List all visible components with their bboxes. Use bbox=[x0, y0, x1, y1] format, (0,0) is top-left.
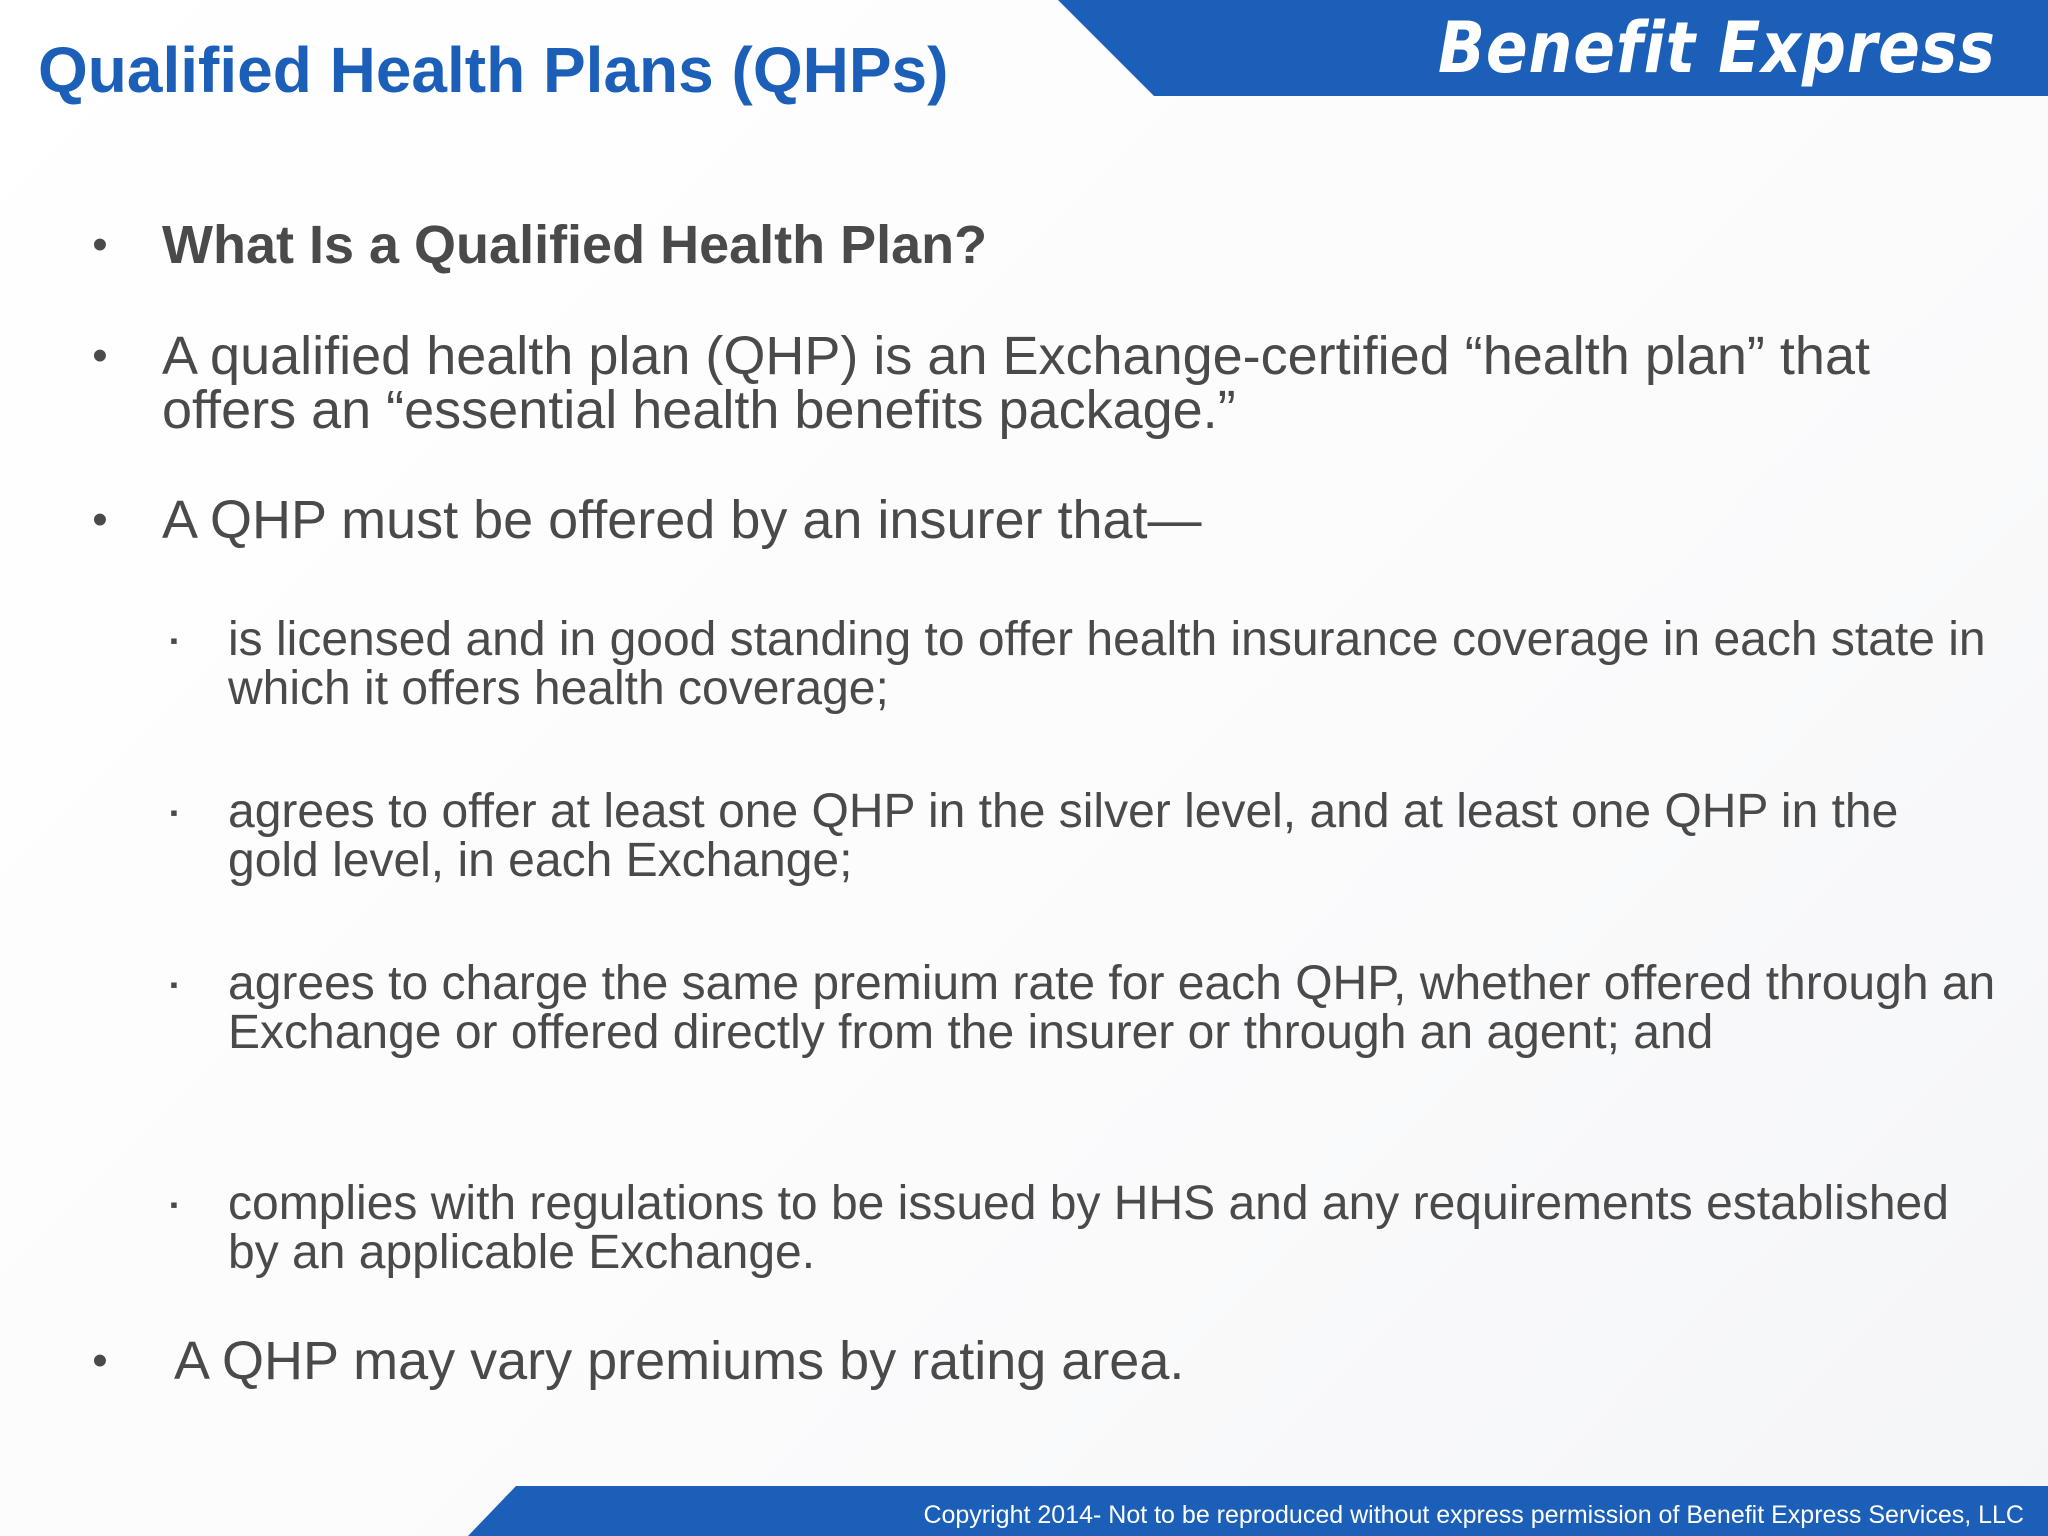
bullet-dot-icon: • bbox=[92, 220, 108, 269]
square-bullet-icon: ▪ bbox=[170, 972, 178, 997]
copyright-notice: Copyright 2014- Not to be reproduced without express permission of Benefit Express Services, LLC bbox=[923, 1501, 2024, 1529]
requirements-intro-text: A QHP must be offered by an insurer that— bbox=[162, 490, 1202, 550]
requirement-text: is licensed and in good standing to offer health insurance coverage in each state in which it offers health coverage; bbox=[228, 613, 1986, 715]
requirement-text: agrees to charge the same premium rate for each QHP, whether offered through an Exchange or offered directly from the insurer or through an agent; and bbox=[228, 957, 1996, 1059]
square-bullet-icon: ▪ bbox=[170, 628, 178, 653]
page-title: Qualified Health Plans (QHPs) bbox=[38, 34, 949, 106]
question-text: What Is a Qualified Health Plan? bbox=[162, 215, 988, 275]
bullet-dot-icon: • bbox=[92, 495, 108, 544]
definition-text: A qualified health plan (QHP) is an Exchange-certified “health plan” that offers an “essential health benefits package.” bbox=[162, 326, 1870, 440]
bullet-dot-icon: • bbox=[92, 331, 108, 380]
requirement-text: agrees to offer at least one QHP in the silver level, and at least one QHP in the gold level, in each Exchange; bbox=[228, 785, 1899, 887]
closing-text: A QHP may vary premiums by rating area. bbox=[174, 1331, 1185, 1391]
square-bullet-icon: ▪ bbox=[170, 800, 178, 825]
requirement-text: complies with regulations to be issued by HHS and any requirements established by an applicable Exchange. bbox=[228, 1177, 1949, 1279]
bullet-dot-icon: • bbox=[92, 1336, 108, 1385]
benefit-express-logo: Benefit Express bbox=[1438, 7, 1996, 89]
square-bullet-icon: ▪ bbox=[170, 1192, 178, 1217]
